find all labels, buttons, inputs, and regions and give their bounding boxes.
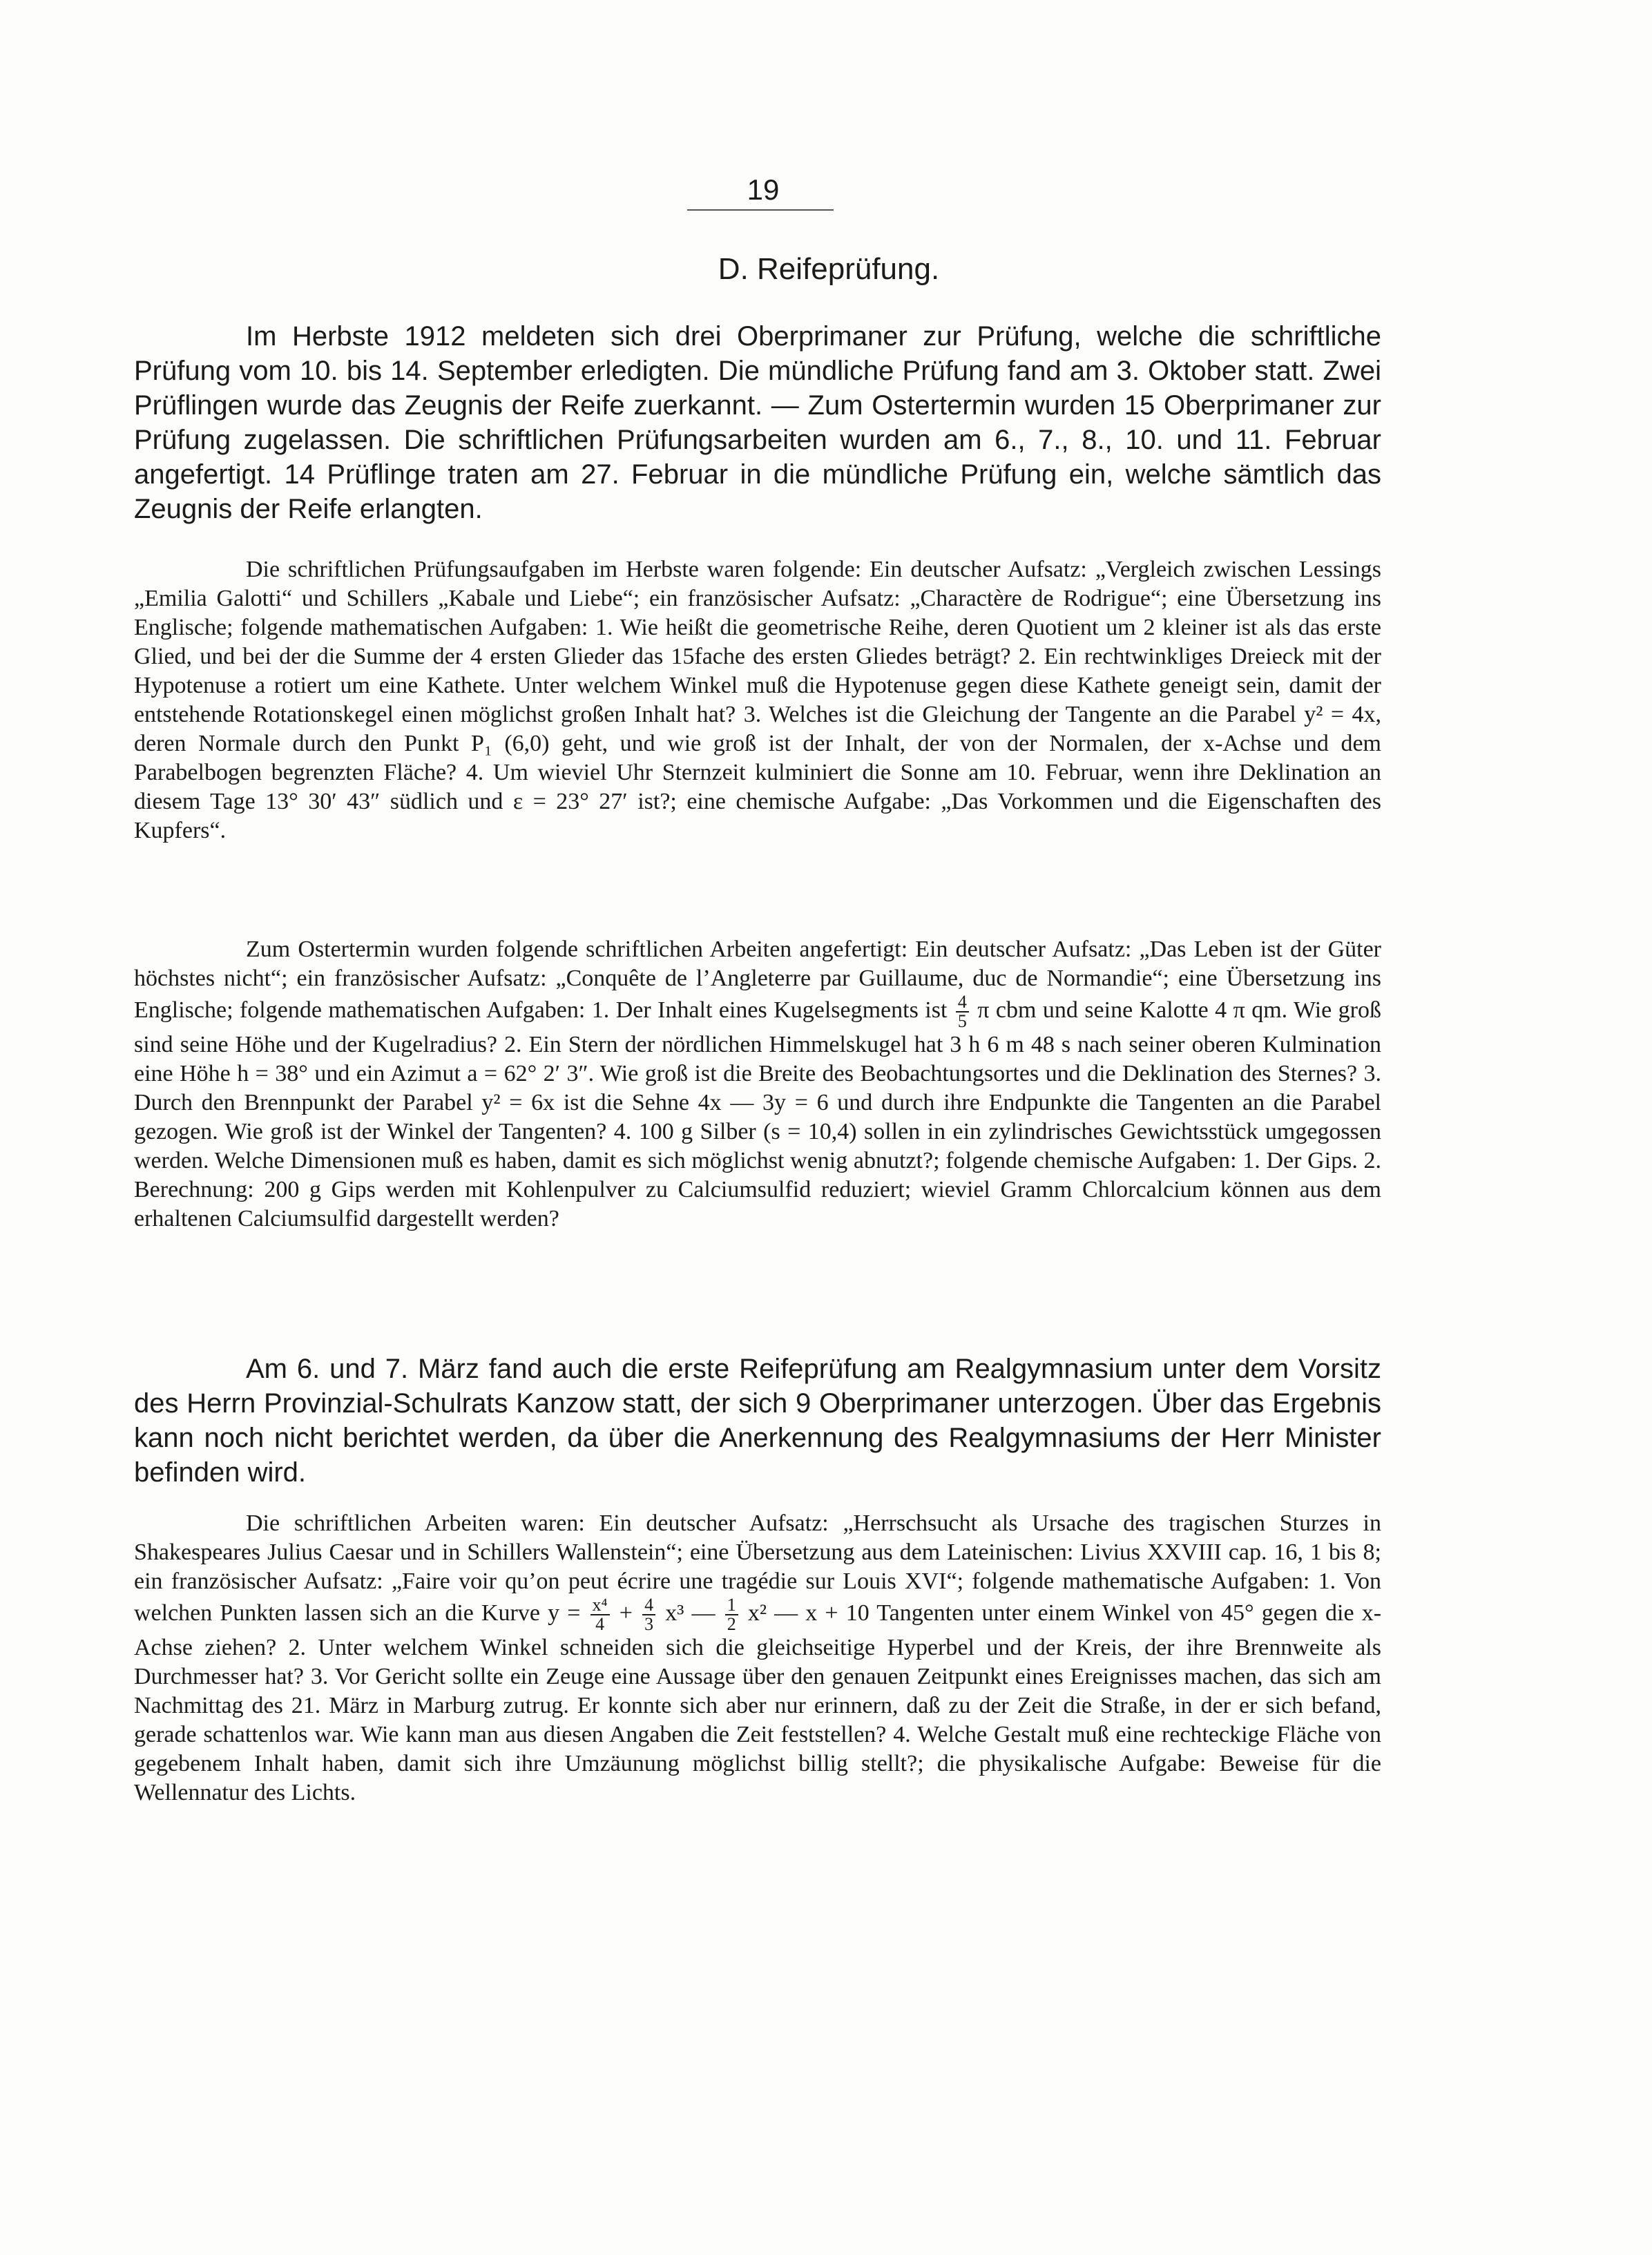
fraction-numerator: 1 bbox=[725, 1596, 738, 1615]
paragraph-realgymnasium-tasks bbox=[134, 1509, 1381, 1807]
fraction-denominator: 5 bbox=[957, 1011, 967, 1031]
paragraph-exam-autumn-summary: Im Herbste 1912 meldeten sich drei Oberprimaner zur Prüfung, welche die schriftliche Prüfung vom 10. bis 14. September erledigten. Die mündliche Prüfung fand am 3. Oktober statt. Zwei Prüflingen wurde das Zeugnis der Reife zuerkannt. — Zum Ostertermin wurden 15 Oberprimaner zur Prüfung zugelassen. Die schriftlichen Prüfungsarbeiten wurden am 6., 7., 8., 10. und 11. Februar angefertigt. 14 Prüflinge traten am 27. Februar in die mündliche Prüfung ein, welche sämtlich das Zeugnis der Reife erlangten. bbox=[134, 321, 1381, 524]
realgym-tasks-text-part-1: Die schriftlichen Arbeiten waren: Ein deutscher Aufsatz: „Herrschsucht als Ursache des tragischen Sturzes in Shakespeares Julius Caesar und in Schillers Wallenstein“; eine Übersetzung aus dem Lateinischen: Livius XXVIII cap. 16, 1 bis 8; ein französischer Aufsatz: „Faire voir qu’on peut écrire une tragédie sur Louis XVI“; folgende mathematische Aufgaben: 1. Von welchen Punkten lassen sich an die Kurve y = bbox=[134, 1510, 1381, 1626]
fraction-numerator: x⁴ bbox=[590, 1596, 610, 1615]
fraction-x4-over-4 bbox=[590, 1596, 610, 1633]
easter-tasks-text-part-1: Zum Ostertermin wurden folgende schriftlichen Arbeiten angefertigt: Ein deutscher Aufsatz: „Das Leben ist der Güter höchstes nicht“; ein französischer Aufsatz: „Conquête de l’Angleterre par Guillaume, duc de Normandie“; eine Übersetzung ins Englische; folgende mathematischen Aufgaben: 1. Der Inhalt eines Kugelsegments ist bbox=[134, 937, 1381, 1023]
paragraph-easter-exam-tasks bbox=[134, 935, 1381, 1234]
fraction-numerator: 4 bbox=[956, 993, 969, 1013]
fraction-one-half bbox=[725, 1596, 738, 1633]
page-number: 19 bbox=[747, 173, 780, 206]
plus-sign: + bbox=[619, 1600, 633, 1626]
paragraph-autumn-exam-tasks: Die schriftlichen Prüfungsaufgaben im Herbste waren folgende: Ein deutscher Aufsatz: „Vergleich zwischen Lessings „Emilia Galotti“ und Schillers „Kabale und Liebe“; ein französischer Aufsatz: „Charactère de Rodrigue“; eine Übersetzung ins Englische; folgende mathematischen Aufgaben: 1. Wie heißt die geometrische Reihe, deren Quotient um 2 kleiner ist als das erste Glied, und bei der die Summe der 4 ersten Glieder das 15fache des ersten Gliedes beträgt? 2. Ein rechtwinkliges Dreieck mit der Hypotenuse a rotiert um eine Kathete. Unter welchem Winkel muß die Hypotenuse gegen diese Kathete geneigt sein, damit der entstehende Rotationskegel einen möglichst großen Inhalt hat? 3. Welches ist die Gleichung der Tangente an die Parabel y² = 4x, deren Normale durch den Punkt P₁ (6,0) geht, und wie groß ist der Inhalt, der von der Normalen, der x-Achse und dem Parabelbogen begrenzten Fläche? 4. Um wieviel Uhr Sternzeit kulminiert die Sonne am 10. Februar, wenn ihre Deklination an diesem Tage 13° 30′ 43″ südlich und ε = 23° 27′ ist?; eine chemische Aufgabe: „Das Vorkommen und die Eigenschaften des Kupfers“. bbox=[134, 557, 1381, 843]
realgym-tasks-text-part-2: x² — x + 10 Tangenten unter einem Winkel von 45° gegen die x-Achse ziehen? 2. Unter welchem Winkel schneiden sich die gleichseitige Hyperbel und der Kreis, der ihre Brennweite als Durchmesser hat? 3. Vor Gericht sollte ein Zeuge eine Aussage über den genauen Zeitpunkt eines Ereignisses machen, das sich am Nachmittag des 21. März in Marburg zutrug. Er konnte sich aber nur erinnern, daß zu der Zeit die Straße, in der er sich befand, gerade schattenlos war. Wie kann man aus diesen Angaben die Zeit feststellen? 4. Welche Gestalt muß eine rechteckige Fläche von gegebenem Inhalt haben, damit sich ihre Umzäunung möglichst billig stellt?; die physikalische Aufgabe: Beweise für die Wellennatur des Lichts. bbox=[134, 1600, 1382, 1805]
fraction-four-fifths bbox=[956, 993, 969, 1030]
x-cubed-term: x³ — bbox=[665, 1600, 715, 1626]
easter-tasks-text-part-2: π cbm und seine Kalotte 4 π qm. Wie groß sind seine Höhe und der Kugelradius? 2. Ein Stern der nördlichen Himmelskugel hat 3 h 6 m 48 s nach seiner oberen Kulmination eine Höhe h = 38° und ein Azimut a = 62° 2′ 3″. Wie groß ist die Breite des Beobachtungsortes und die Deklination des Sternes? 3. Durch den Brennpunkt der Parabel y² = 6x ist die Sehne 4x — 3y = 6 und durch ihre Endpunkte die Tangenten an die Parabel gezogen. Wie groß ist der Winkel der Tangenten? 4. 100 g Silber (s = 10,4) sollen in ein zylindrisches Gewichtsstück umgegossen werden. Welche Dimensionen muß es haben, damit es sich möglichst wenig abnutzt?; folgende chemische Aufgaben: 1. Der Gips. 2. Berechnung: 200 g Gips werden mit Kohlenpulver zu Calciumsulfid reduziert; wieviel Gramm Chlorcalcium können aus dem erhaltenen Calciumsulfid dargestellt werden? bbox=[134, 997, 1382, 1231]
fraction-denominator: 3 bbox=[644, 1614, 654, 1634]
page-number-rule bbox=[687, 209, 834, 211]
fraction-denominator: 4 bbox=[595, 1614, 605, 1634]
fraction-four-thirds bbox=[642, 1596, 655, 1633]
section-heading: D. Reifeprüfung. bbox=[718, 252, 940, 286]
paragraph-realgymnasium-exam: Am 6. und 7. März fand auch die erste Reifeprüfung am Realgymnasium unter dem Vorsitz des Herrn Provinzial-Schulrats Kanzow statt, der sich 9 Oberprimaner unterzogen. Über das Ergebnis kann noch nicht berichtet werden, da über die Anerkennung des Realgymnasiums der Herr Minister befinden wird. bbox=[134, 1354, 1381, 1488]
fraction-numerator: 4 bbox=[642, 1596, 655, 1615]
fraction-denominator: 2 bbox=[727, 1614, 736, 1634]
